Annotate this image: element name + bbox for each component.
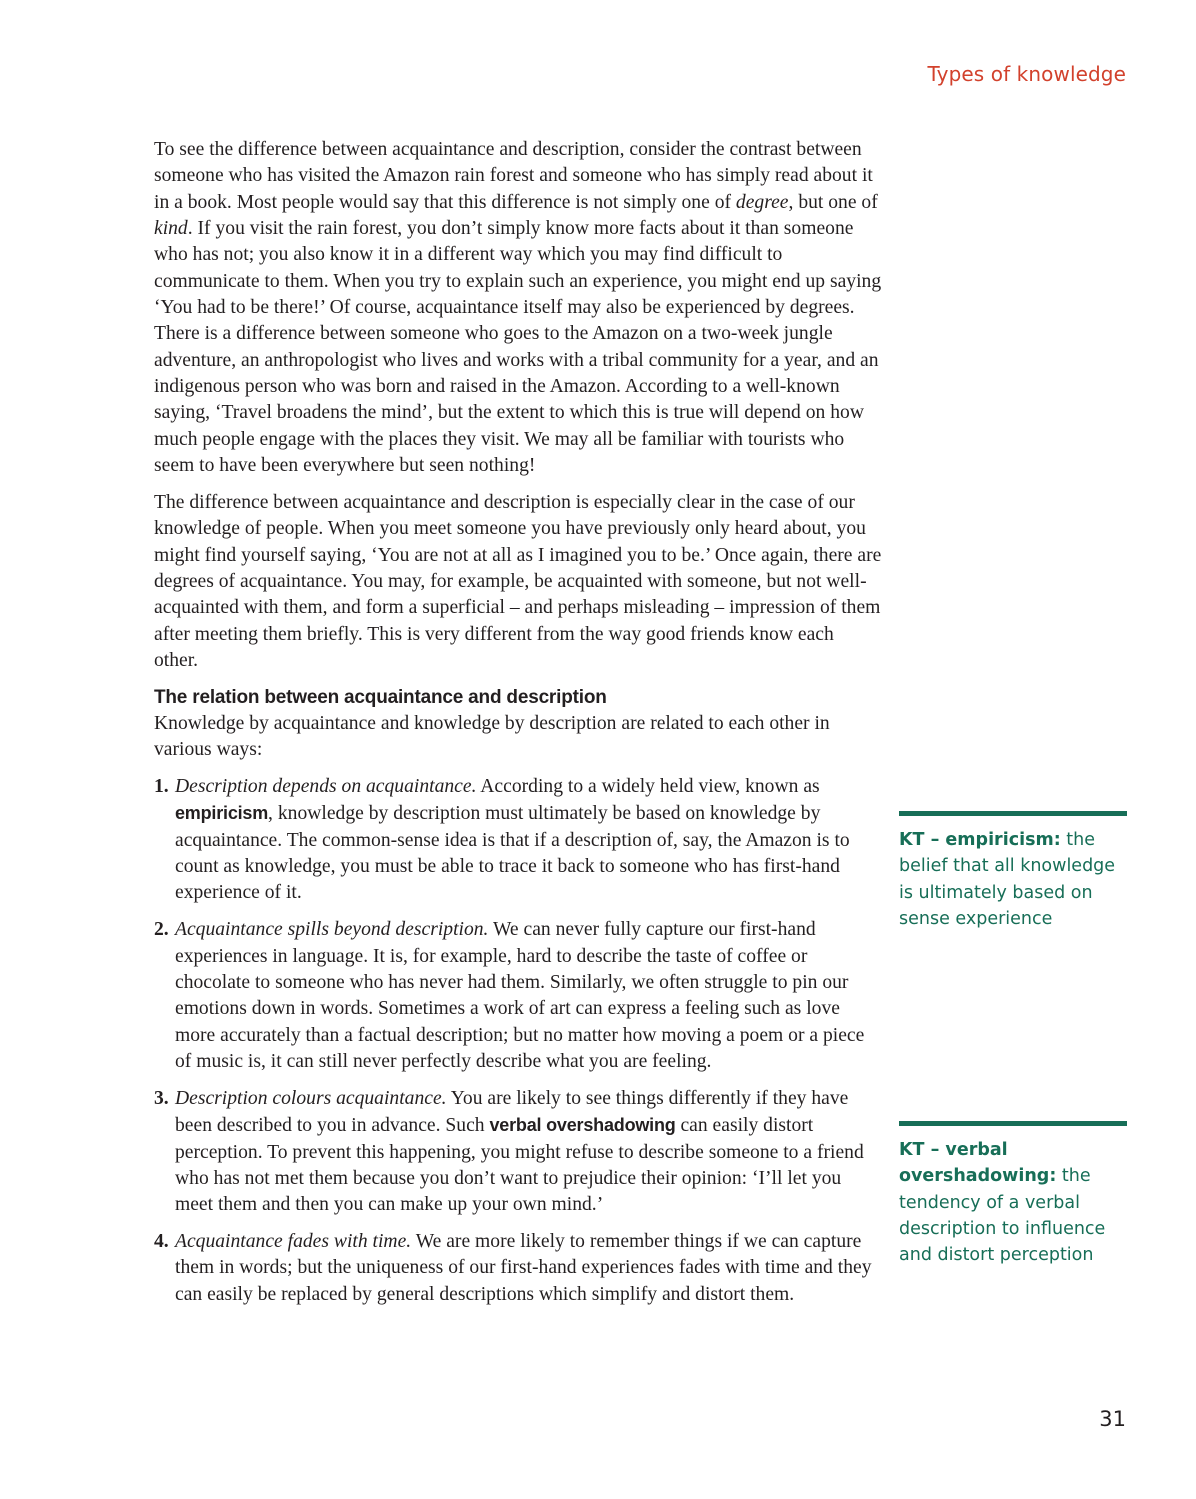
item-title: Acquaintance spills beyond description. (175, 919, 489, 941)
item-text: According to a widely held view, known as (476, 776, 820, 798)
key-term-definition: the tendency of a verbal description to influence and distort perception (899, 1166, 1106, 1266)
item-number: 4. (154, 1231, 169, 1253)
emphasis-degree: degree (735, 191, 789, 213)
item-title: Description colours acquaintance. (175, 1087, 447, 1109)
section-intro: Knowledge by acquaintance and knowledge by description are related to each other in various ways: (154, 712, 830, 761)
paragraph-1-text-c: , but one of (788, 191, 878, 213)
section-heading: The relation between acquaintance and description (154, 686, 607, 708)
list-item (154, 1229, 882, 1308)
paragraph-1-text-e: . If you visit the rain forest, you don’t simply know more facts about it than someone who has not; you also know it in a different way which you may find difficult to communicate to them. When you try to explain such an experience, you might end up saying ‘You had to be there!’ Of course, acquaintance itself may also be experienced by degrees. There is a difference between someone who goes to the Amazon on a two-week jungle adventure, an anthropologist who lives and works with a tribal community for a year, and an indigenous person who was born and raised in the Amazon. According to a well-known saying, ‘Travel broadens the mind’, but the extent to which this is true will depend on how much people engage with the places they visit. We may all be familiar with tourists who seem to have been everywhere but seen nothing! (154, 218, 882, 477)
item-text: You are likely to see things differently if they have been described to you in advance. Such (175, 1087, 849, 1137)
key-term-verbal-overshadowing: verbal overshadowing (489, 1115, 676, 1136)
key-term-box-verbal-overshadowing (899, 1121, 1127, 1268)
item-title: Acquaintance fades with time. (175, 1231, 412, 1253)
relations-list (154, 774, 882, 1308)
list-item (154, 774, 882, 907)
item-title: Description depends on acquaintance. (175, 776, 477, 798)
key-term-definition: the belief that all knowledge is ultimately based on sense experience (899, 830, 1116, 929)
page-number: 31 (1099, 1407, 1126, 1431)
item-text: We are more likely to remember things if we can capture them in words; but the uniqueness of our first-hand experiences fades with time and they can easily be replaced by general descriptions which simplify and distort them. (175, 1231, 872, 1305)
key-term-empiricism: empiricism (175, 803, 269, 824)
running-head: Types of knowledge (927, 62, 1126, 86)
item-number: 2. (154, 919, 169, 941)
paragraph-1 (154, 137, 882, 479)
list-item (154, 1086, 882, 1219)
key-term-label: KT – verbal overshadowing: (899, 1140, 1057, 1187)
item-text: , knowledge by description must ultimately be based on knowledge by acquaintance. The common-sense idea is that if a description of, say, the Amazon is to count as knowledge, you must be able to trace it back to someone who has first-hand experience of it. (175, 803, 850, 904)
list-item (154, 917, 882, 1075)
key-term-box-empiricism (899, 811, 1127, 932)
main-text-column (154, 137, 882, 1319)
paragraph-1-text-a: To see the difference between acquaintance and description, consider the contrast between someone who has visited the Amazon rain forest and someone who has simply read about it in a book. Most people would say that this difference is not simply one of (154, 139, 873, 213)
paragraph-2: The difference between acquaintance and description is especially clear in the case of our knowledge of people. When you meet someone you have previously only heard about, you might find yourself saying, ‘You are not at all as I imagined you to be.’ Once again, there are degrees of acquaintance. You may, for example, be acquainted with someone, but not well-acquainted with them, and form a superficial – and perhaps misleading – impression of them after meeting them briefly. This is very different from the way good friends know each other. (154, 491, 882, 672)
item-number: 1. (154, 776, 169, 798)
item-number: 3. (154, 1087, 169, 1109)
item-text: can easily distort perception. To prevent this happening, you might refuse to describe someone to a friend who has not met them because you don’t want to prejudice their opinion: ‘I’ll let you meet them and then you can make up your own mind.’ (175, 1115, 864, 1216)
key-term-label: KT – empiricism: (899, 830, 1061, 850)
emphasis-kind: kind (154, 218, 188, 240)
item-text: We can never fully capture our first-hand experiences in language. It is, for example, hard to describe the taste of coffee or chocolate to someone who has never had them. Similarly, we often struggle to pin our emotions down in words. Sometimes a work of art can express a feeling such as love more accurately than a factual description; but no matter how moving a poem or a piece of music is, it can still never perfectly describe what you are feeling. (175, 919, 865, 1072)
